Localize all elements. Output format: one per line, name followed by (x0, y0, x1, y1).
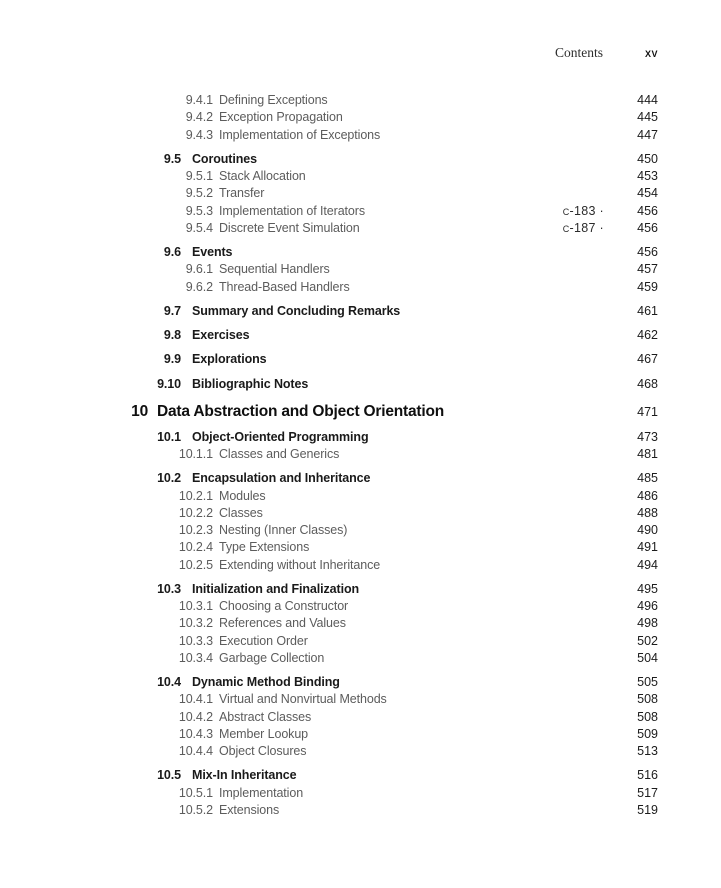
entry-title: Coroutines (192, 151, 257, 166)
toc-entry-subsection (100, 522, 658, 539)
entry-number: 10.5 (157, 768, 181, 783)
entry-page-number: 516 (637, 768, 658, 783)
entry-title: Exception Propagation (219, 110, 343, 125)
entry-number: 9.6.2 (185, 279, 213, 294)
entry-title: References and Values (219, 616, 346, 631)
entry-page-number: 444 (637, 93, 658, 107)
entry-page-number: 517 (637, 785, 658, 800)
entry-title: Summary and Concluding Remarks (192, 303, 401, 318)
entry-title: Encapsulation and Inheritance (192, 471, 371, 486)
entry-number: 10.4.3 (178, 726, 213, 741)
entry-title: Dynamic Method Binding (192, 675, 340, 689)
entry-number: 10.4 (157, 675, 181, 689)
entry-number: 10.2.1 (178, 488, 213, 503)
entry-page-number: 490 (637, 523, 658, 537)
entry-number: 9.4.2 (185, 110, 213, 125)
entry-page-number: 471 (637, 404, 658, 419)
entry-number: 9.6 (163, 245, 181, 259)
toc-entry-subsection (100, 203, 658, 220)
entry-number: 10.5.1 (178, 785, 213, 800)
toc-entry-section (100, 429, 658, 446)
entry-page-number: 508 (637, 709, 658, 724)
entry-number: 9.5.2 (185, 186, 213, 201)
entry-number: 10.2.5 (178, 557, 213, 572)
entry-page-number: 456 (637, 203, 658, 218)
entry-page-number: 496 (637, 599, 658, 613)
entry-number: 10 (131, 402, 148, 420)
entry-title: Mix-In Inheritance (192, 768, 297, 783)
entry-page-number: 459 (637, 279, 658, 294)
entry-page-number: 498 (637, 616, 658, 631)
toc-entry-subsection (100, 615, 658, 632)
toc-entry-chapter (100, 402, 658, 422)
entry-title: Transfer (219, 186, 265, 201)
running-head: Contents (554, 45, 603, 60)
toc-entry-subsection (100, 185, 658, 202)
toc-entry-section (100, 351, 658, 368)
entry-title: Choosing a Constructor (219, 599, 349, 613)
toc-entry-subsection (100, 446, 658, 463)
entry-title: Implementation of Exceptions (219, 127, 381, 142)
entry-title: Thread-Based Handlers (219, 279, 350, 294)
toc-entry-subsection (100, 109, 658, 126)
entry-title: Defining Exceptions (219, 93, 328, 107)
entry-number: 10.2.3 (178, 523, 213, 537)
toc-entry-section (100, 303, 658, 320)
entry-number: 10.3.4 (178, 650, 213, 665)
entry-page-number: 473 (637, 429, 658, 444)
entry-title: Exercises (192, 328, 250, 342)
entry-page-number: 453 (637, 169, 658, 183)
entry-title: Garbage Collection (219, 650, 325, 665)
toc-entry-subsection (100, 802, 658, 819)
companion-site-ref: c-187 · (562, 220, 604, 235)
entry-title: Implementation (219, 785, 304, 800)
entry-page-number: 491 (637, 540, 658, 555)
entry-number: 10.1 (157, 429, 181, 444)
entry-number: 9.9 (163, 352, 181, 367)
entry-number: 10.5.2 (178, 802, 213, 817)
entry-number: 10.1.1 (178, 447, 213, 461)
entry-title: Nesting (Inner Classes) (219, 523, 348, 537)
entry-number: 9.7 (163, 303, 181, 318)
page-header (100, 45, 658, 61)
entry-number: 10.2 (157, 471, 181, 486)
toc-entry-subsection (100, 557, 658, 574)
toc-entry-subsection (100, 168, 658, 185)
toc-entry-subsection (100, 633, 658, 650)
entry-number: 9.4.3 (185, 127, 213, 142)
entry-title: Virtual and Nonvirtual Methods (219, 692, 387, 707)
toc-entry-section (100, 674, 658, 691)
entry-page-number: 461 (637, 303, 658, 318)
entry-number: 10.4.2 (178, 709, 213, 724)
entry-number: 9.10 (157, 376, 181, 391)
entry-number: 9.5 (163, 151, 181, 166)
entry-page-number: 481 (637, 447, 658, 461)
entry-page-number: 445 (637, 110, 658, 125)
entry-title: Discrete Event Simulation (219, 220, 360, 235)
entry-page-number: 504 (637, 650, 658, 665)
entry-page-number: 505 (637, 675, 658, 689)
entry-page-number: 488 (637, 505, 658, 520)
entry-page-number: 450 (637, 151, 658, 166)
entry-title: Modules (219, 488, 266, 503)
entry-title: Stack Allocation (219, 169, 306, 183)
entry-title: Classes and Generics (219, 447, 340, 461)
entry-title: Type Extensions (219, 540, 310, 555)
entry-page-number: 513 (637, 744, 658, 758)
toc-entry-subsection (100, 726, 658, 743)
entry-number: 10.3.2 (178, 616, 213, 631)
entry-number: 10.2.4 (178, 540, 213, 555)
entry-number: 10.3.3 (178, 633, 213, 648)
entry-number: 10.3 (157, 581, 181, 596)
entry-title: Extending without Inheritance (219, 557, 381, 572)
toc-entry-section (100, 581, 658, 598)
table-of-contents (100, 92, 658, 819)
entry-number: 9.5.3 (185, 203, 213, 218)
toc-entry-subsection (100, 743, 658, 760)
toc-entry-subsection (100, 785, 658, 802)
companion-site-ref: c-183 · (562, 203, 604, 218)
folio-page-label: xv (644, 45, 658, 60)
toc-entry-subsection (100, 279, 658, 296)
entry-page-number: 462 (637, 328, 658, 342)
toc-entry-section (100, 376, 658, 393)
entry-title: Sequential Handlers (219, 262, 330, 277)
toc-entry-subsection (100, 127, 658, 144)
entry-title: Initialization and Finalization (192, 581, 360, 596)
entry-page-number: 495 (637, 581, 658, 596)
entry-number: 9.5.1 (185, 169, 213, 183)
entry-page-number: 508 (637, 692, 658, 707)
entry-number: 10.4.4 (178, 744, 213, 758)
entry-page-number: 456 (637, 220, 658, 235)
entry-title: Data Abstraction and Object Orientation (157, 402, 445, 420)
entry-page-number: 447 (637, 127, 658, 142)
toc-entry-subsection (100, 92, 658, 109)
entry-number: 9.6.1 (185, 262, 213, 277)
entry-title: Bibliographic Notes (192, 376, 309, 391)
toc-entry-subsection (100, 650, 658, 667)
entry-page-number: 486 (637, 488, 658, 503)
toc-entry-section (100, 151, 658, 168)
entry-number: 10.2.2 (178, 505, 213, 520)
entry-number: 9.8 (163, 328, 181, 342)
toc-entry-subsection (100, 709, 658, 726)
toc-entry-subsection (100, 261, 658, 278)
entry-page-number: 509 (637, 726, 658, 741)
toc-entry-subsection (100, 488, 658, 505)
toc-entry-subsection (100, 598, 658, 615)
entry-page-number: 519 (637, 802, 658, 817)
entry-page-number: 467 (637, 352, 658, 367)
entry-title: Classes (219, 505, 263, 520)
toc-entry-subsection (100, 691, 658, 708)
entry-title: Member Lookup (219, 726, 309, 741)
toc-entry-subsection (100, 220, 658, 237)
toc-entry-section (100, 767, 658, 784)
entry-title: Abstract Classes (219, 709, 312, 724)
entry-title: Explorations (192, 352, 267, 367)
entry-title: Object-Oriented Programming (192, 429, 369, 444)
toc-entry-subsection (100, 505, 658, 522)
toc-entry-section (100, 327, 658, 344)
entry-title: Object Closures (219, 744, 307, 758)
entry-title: Extensions (219, 802, 280, 817)
toc-entry-subsection (100, 539, 658, 556)
entry-title: Implementation of Iterators (219, 203, 365, 218)
entry-page-number: 454 (637, 186, 658, 201)
entry-page-number: 502 (637, 633, 658, 648)
entry-page-number: 468 (637, 376, 658, 391)
entry-number: 9.5.4 (185, 220, 213, 235)
entry-title: Events (192, 245, 233, 259)
entry-page-number: 494 (637, 557, 658, 572)
entry-number: 9.4.1 (185, 93, 213, 107)
entry-number: 10.3.1 (178, 599, 213, 613)
entry-title: Execution Order (219, 633, 308, 648)
entry-number: 10.4.1 (178, 692, 213, 707)
toc-entry-section (100, 470, 658, 487)
entry-page-number: 457 (637, 262, 658, 277)
toc-entry-section (100, 244, 658, 261)
entry-page-number: 456 (637, 245, 658, 259)
entry-page-number: 485 (637, 471, 658, 486)
